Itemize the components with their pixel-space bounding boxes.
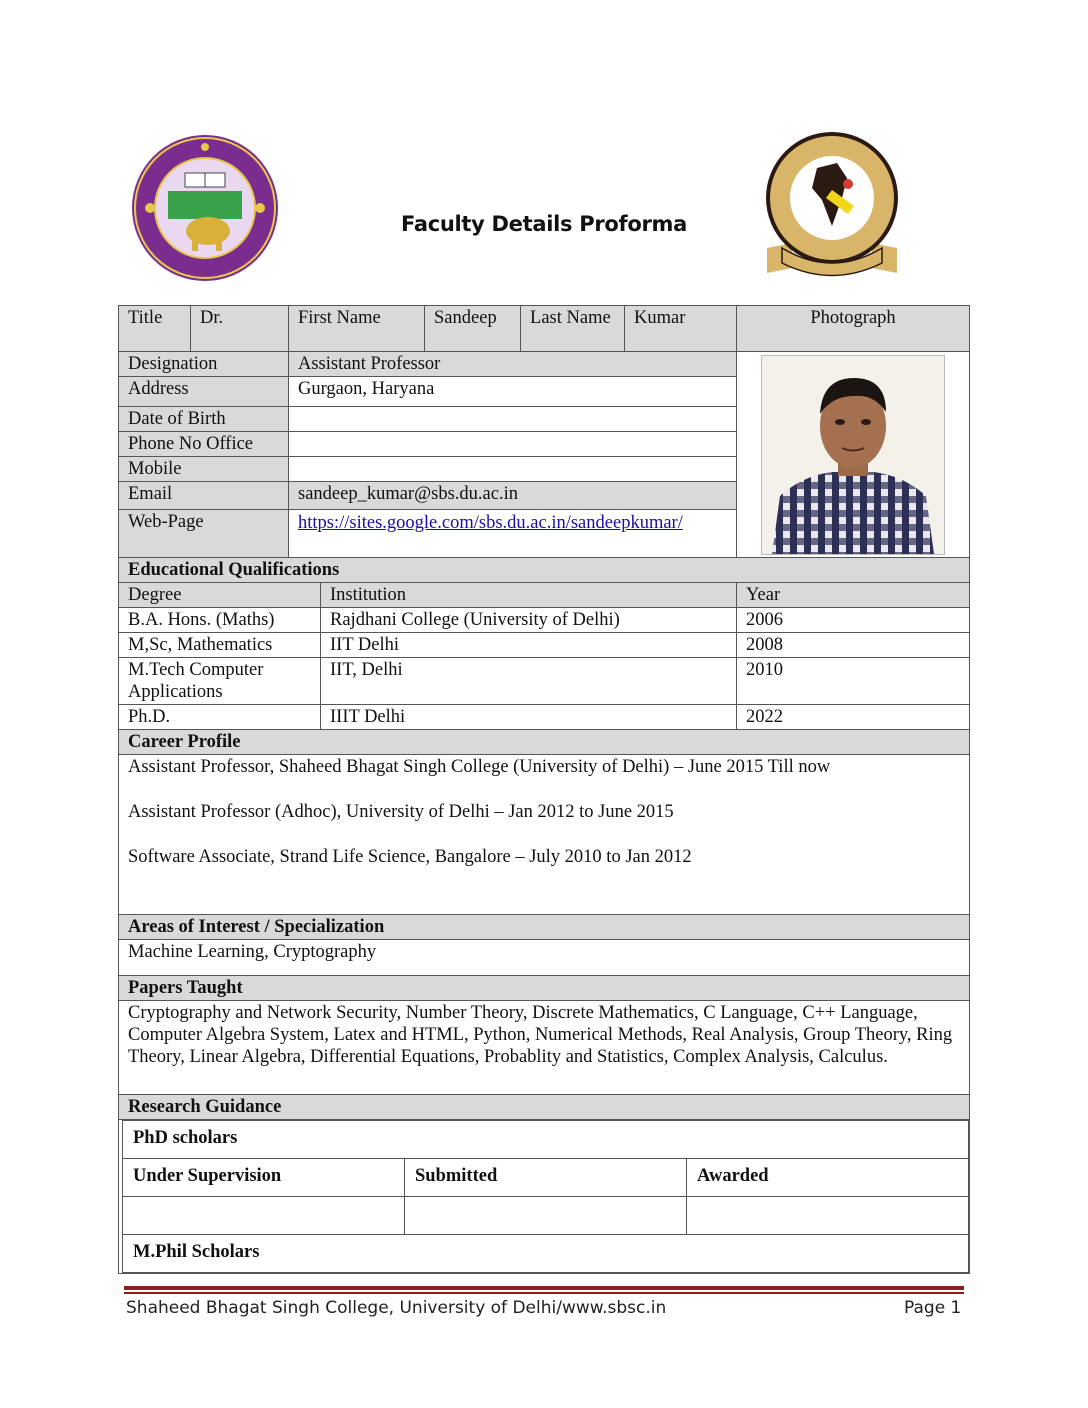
research-heading: Research Guidance — [119, 1095, 970, 1120]
career-item: Software Associate, Strand Life Science, Bangalore – July 2010 to Jan 2012 — [128, 847, 692, 867]
education-row — [119, 633, 970, 658]
career-list — [119, 755, 970, 915]
page-title: Faculty Details Proforma — [401, 212, 687, 236]
title-value: Dr. — [191, 306, 289, 352]
footer-text: Shaheed Bhagat Singh College, University of Delhi/www.sbsc.in — [126, 1298, 667, 1318]
sbsc-college-logo — [762, 128, 902, 283]
page-number: Page 1 — [904, 1298, 962, 1318]
under-supervision-header: Under Supervision — [123, 1159, 405, 1197]
dob-value — [289, 407, 737, 432]
photograph-label: Photograph — [737, 306, 970, 352]
institution-cell: IIT, Delhi — [321, 658, 737, 705]
designation-label: Designation — [119, 352, 289, 377]
phone-value — [289, 432, 737, 457]
last-name-value: Kumar — [625, 306, 737, 352]
phone-label: Phone No Office — [119, 432, 289, 457]
mphil-scholars-label: M.Phil Scholars — [123, 1235, 969, 1273]
degree-cell: M,Sc, Mathematics — [119, 633, 321, 658]
year-col-header: Year — [737, 583, 970, 608]
under-supervision-value — [123, 1197, 405, 1235]
submitted-value — [405, 1197, 687, 1235]
degree-cell: M.Tech Computer Applications — [119, 658, 321, 705]
submitted-header: Submitted — [405, 1159, 687, 1197]
awarded-value — [687, 1197, 969, 1235]
education-row — [119, 658, 970, 705]
institution-cell: IIIT Delhi — [321, 705, 737, 730]
dob-label: Date of Birth — [119, 407, 289, 432]
university-of-delhi-logo — [130, 133, 280, 283]
career-heading: Career Profile — [119, 730, 970, 755]
degree-cell: B.A. Hons. (Maths) — [119, 608, 321, 633]
career-item: Assistant Professor (Adhoc), University of Delhi – Jan 2012 to June 2015 — [128, 802, 674, 822]
research-guidance-table — [122, 1120, 969, 1273]
interest-text: Machine Learning, Cryptography — [119, 940, 970, 976]
year-cell: 2022 — [737, 705, 970, 730]
first-name-label: First Name — [289, 306, 425, 352]
papers-text: Cryptography and Network Security, Number Theory, Discrete Mathematics, C Language, C++ Language, Computer Algebra System, Latex and HTML, Python, Numerical Methods, Real Analysis, Group Theory, Ring Theory, Linear Algebra, Differential Equations, Probablity and Statistics, Complex Analysis, Calculus. — [119, 1001, 970, 1095]
mobile-label: Mobile — [119, 457, 289, 482]
faculty-details-table — [118, 305, 970, 1274]
degree-col-header: Degree — [119, 583, 321, 608]
email-label: Email — [119, 482, 289, 510]
education-heading: Educational Qualifications — [119, 558, 970, 583]
year-cell: 2008 — [737, 633, 970, 658]
footer-rule-thin — [124, 1292, 964, 1294]
education-row — [119, 705, 970, 730]
webpage-label: Web-Page — [119, 510, 289, 558]
mobile-value — [289, 457, 737, 482]
profile-photo — [761, 355, 945, 555]
phd-scholars-label: PhD scholars — [123, 1121, 969, 1159]
footer-rule — [124, 1286, 964, 1290]
institution-cell: IIT Delhi — [321, 633, 737, 658]
institution-cell: Rajdhani College (University of Delhi) — [321, 608, 737, 633]
interest-heading: Areas of Interest / Specialization — [119, 915, 970, 940]
career-item: Assistant Professor, Shaheed Bhagat Singh College (University of Delhi) – June 2015 Till now — [128, 757, 831, 777]
address-value: Gurgaon, Haryana — [289, 377, 737, 407]
email-value: sandeep_kumar@sbs.du.ac.in — [289, 482, 737, 510]
education-row — [119, 608, 970, 633]
first-name-value: Sandeep — [425, 306, 521, 352]
title-label: Title — [119, 306, 191, 352]
year-cell: 2006 — [737, 608, 970, 633]
awarded-header: Awarded — [687, 1159, 969, 1197]
research-cell — [119, 1120, 970, 1274]
year-cell: 2010 — [737, 658, 970, 705]
address-label: Address — [119, 377, 289, 407]
webpage-link[interactable]: https://sites.google.com/sbs.du.ac.in/sandeepkumar/ — [298, 513, 683, 533]
photo-cell — [737, 352, 970, 558]
papers-heading: Papers Taught — [119, 976, 970, 1001]
designation-value: Assistant Professor — [289, 352, 737, 377]
institution-col-header: Institution — [321, 583, 737, 608]
last-name-label: Last Name — [521, 306, 625, 352]
degree-cell: Ph.D. — [119, 705, 321, 730]
